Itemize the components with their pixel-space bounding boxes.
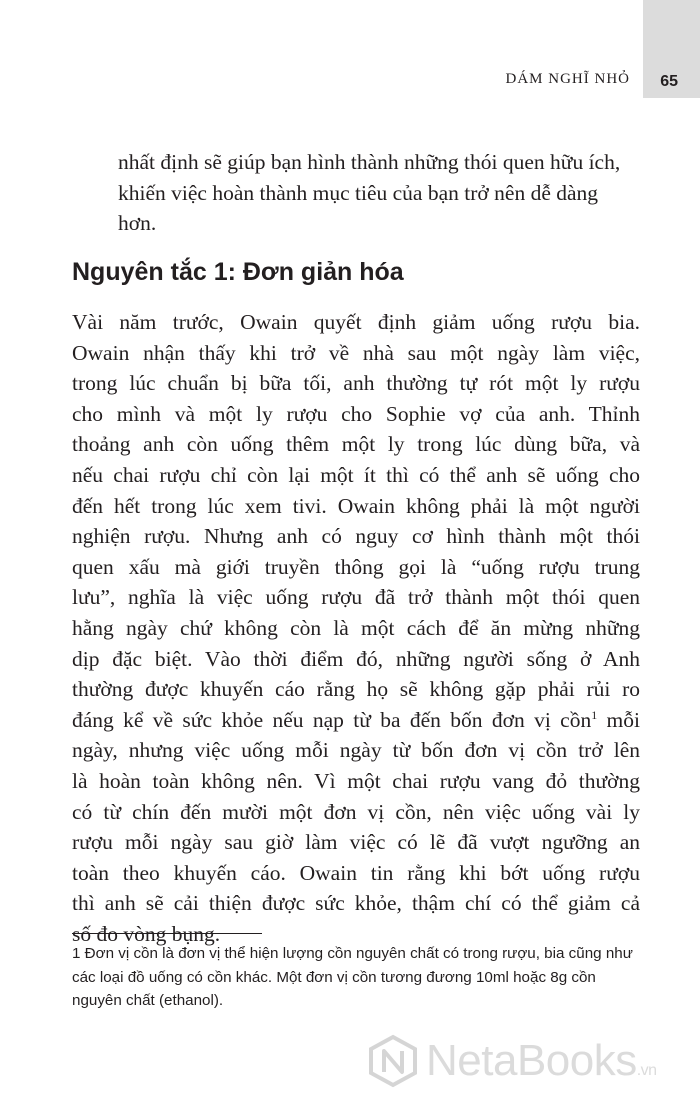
- body-line: lưu”, nghĩa là việc uống rượu đã trở thành một thói quen: [72, 585, 640, 610]
- body-line: thoảng anh còn uống thêm một ly trong lúc dùng bữa, và: [72, 432, 640, 457]
- body-line: là hoàn toàn không nên. Vì một chai rượu vang đỏ thường: [72, 768, 640, 793]
- body-line: quen xấu mà giới truyền thông gọi là “uống rượu trung: [72, 554, 640, 579]
- body-line: Owain nhận thấy khi trở về nhà sau một ngày làm việc,: [72, 340, 640, 365]
- body-line-with-footnote: [72, 705, 640, 736]
- watermark-logo-icon: [366, 1034, 420, 1088]
- body-line: thường được khuyến cáo rằng họ sẽ không gặp phải rủi ro: [72, 677, 640, 702]
- watermark: [366, 1034, 657, 1088]
- body-line: cho mình và một ly rượu cho Sophie vợ của anh. Thỉnh: [72, 401, 640, 426]
- body-line: Vài năm trước, Owain quyết định giảm uống rượu bia.: [72, 310, 640, 334]
- footnote-divider: [72, 933, 262, 934]
- body-line: nghiện rượu. Nhưng anh có nguy cơ hình thành một thói: [72, 524, 640, 549]
- body-line: hằng ngày chứ không còn là một cách để ăn mừng những: [72, 615, 640, 640]
- body-line: có từ chín đến mười một đơn vị cồn, nên việc uống vài ly: [72, 799, 640, 824]
- body-line-tail: mỗi: [597, 707, 640, 732]
- body-line: ngày, nhưng việc uống mỗi ngày từ bốn đơn vị cồn trở lên: [72, 738, 640, 763]
- watermark-text: NetaBooks.vn: [426, 1036, 657, 1085]
- body-line-text: đáng kể về sức khỏe nếu nạp từ ba đến bốn đơn vị cồn: [72, 707, 592, 732]
- intro-paragraph: nhất định sẽ giúp bạn hình thành những thói quen hữu ích, khiến việc hoàn thành mục tiêu của bạn trở nên dễ dàng hơn.: [118, 150, 621, 235]
- footnote-marker: 1: [591, 707, 598, 722]
- body-line: dịp đặc biệt. Vào thời điểm đó, những người sống ở Anh: [72, 646, 640, 671]
- running-head: DÁM NGHĨ NHỎ: [505, 71, 630, 87]
- body-line: toàn theo khuyến cáo. Owain tin rằng khi bớt uống rượu: [72, 860, 640, 885]
- page-number: 65: [660, 73, 678, 90]
- body-line: nếu chai rượu chỉ còn lại một ít thì có thể anh sẽ uống cho: [72, 462, 640, 487]
- body-line: đến hết trong lúc xem tivi. Owain không phải là một người: [72, 493, 640, 518]
- body-line: rượu mỗi ngày sau giờ làm việc có lẽ đã vượt ngưỡng an: [72, 830, 640, 855]
- footnote: 1 Đơn vị cồn là đơn vị thể hiện lượng cồn nguyên chất có trong rượu, bia cũng như các loại đồ uống có cồn khác. Một đơn vị cồn tương đương 10ml hoặc 8g cồn nguyên chất (ethanol).: [72, 945, 633, 1009]
- section-heading: Nguyên tắc 1: Đơn giản hóa: [72, 258, 404, 286]
- body-line: thì anh sẽ cải thiện được sức khỏe, thậm chí có thể giảm cả: [72, 891, 640, 916]
- section-body: [72, 307, 640, 949]
- body-line: số đo vòng bụng.: [72, 921, 221, 946]
- body-line: trong lúc chuẩn bị bữa tối, anh thường tự rót một ly rượu: [72, 371, 640, 396]
